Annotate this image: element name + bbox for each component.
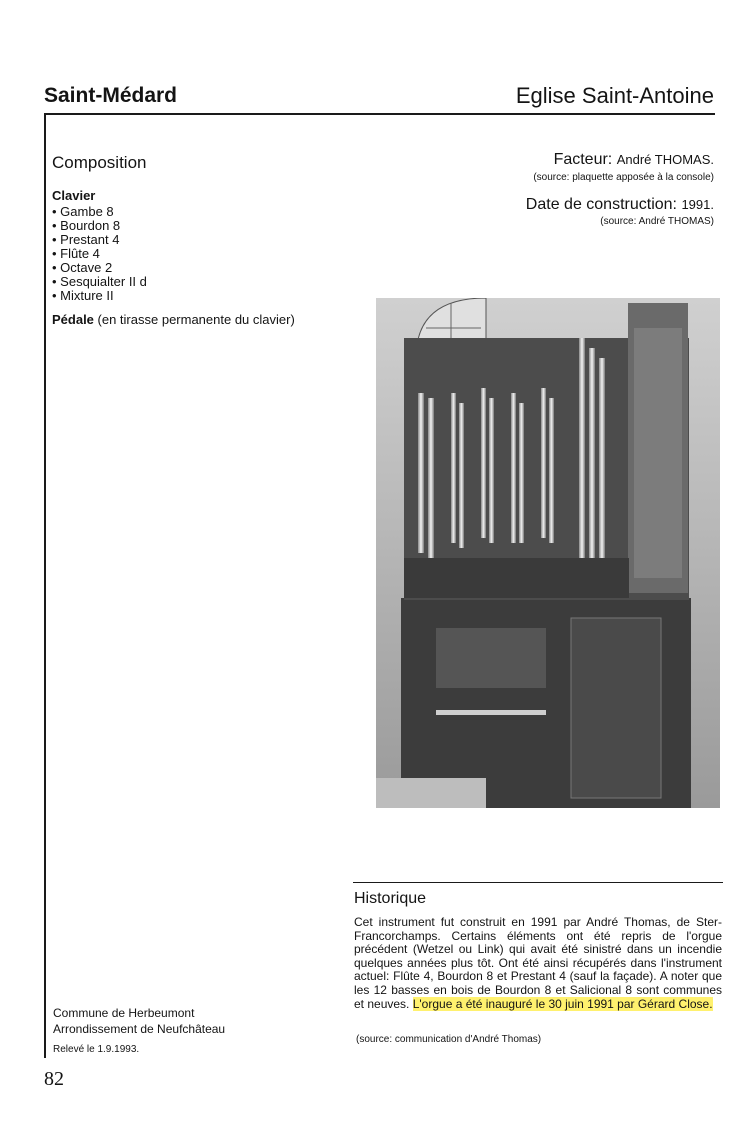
left-margin-rule bbox=[44, 115, 46, 1058]
commune-name: Commune de Herbeumont bbox=[53, 1006, 195, 1020]
stop-item: • Octave 2 bbox=[52, 261, 147, 275]
construction-source: (source: André THOMAS) bbox=[600, 216, 714, 227]
historique-body: Cet instrument fut construit en 1991 par André Thomas, de Ster-Francorchamps. Certains éléments ont été repris de l'orgue précédent (Wetzel ou Link) qui avait été sinistré dans un incendie quelques années plus tôt. Ont été ainsi récupérés dans l'instrument actuel: Flûte 4, Bourdon 8 et Prestant 4 (sauf la façade). A noter que les 12 basses en bois de Bourdon 8 et Salicional 8 sont communes et neuves. bbox=[354, 915, 722, 1011]
stop-item: • Mixture II bbox=[52, 289, 147, 303]
construction-line bbox=[526, 196, 714, 214]
historique-source: (source: communication d'André Thomas) bbox=[356, 1034, 542, 1045]
pedale-label: Pédale bbox=[52, 312, 94, 327]
facteur-source: (source: plaquette apposée à la console) bbox=[533, 172, 714, 183]
facteur-value: André THOMAS. bbox=[616, 152, 714, 167]
church-name: Eglise Saint-Antoine bbox=[515, 83, 714, 108]
composition-heading: Composition bbox=[52, 153, 147, 172]
place-name: Saint-Médard bbox=[44, 84, 178, 107]
historique-heading: Historique bbox=[354, 890, 427, 907]
pedale-line bbox=[52, 312, 295, 327]
arrondissement-name: Arrondissement de Neufchâteau bbox=[53, 1022, 226, 1036]
releve-date: Relevé le 1.9.1993. bbox=[53, 1044, 140, 1055]
stop-item: • Flûte 4 bbox=[52, 247, 147, 261]
historique-text bbox=[354, 916, 722, 1011]
construction-label: Date de construction: bbox=[525, 196, 677, 213]
construction-value: 1991. bbox=[681, 197, 714, 212]
facteur-line bbox=[554, 151, 714, 169]
page-number: 82 bbox=[44, 1068, 64, 1090]
historique-rule bbox=[353, 882, 723, 883]
stop-item: • Sesquialter II d bbox=[52, 275, 147, 289]
clavier-heading: Clavier bbox=[52, 188, 96, 203]
stop-item: • Prestant 4 bbox=[52, 233, 147, 247]
stop-item: • Bourdon 8 bbox=[52, 219, 147, 233]
organ-photo bbox=[376, 298, 720, 808]
header-rule bbox=[44, 113, 715, 115]
stop-list bbox=[52, 205, 147, 303]
highlighted-text: L'orgue a été inauguré le 30 juin 1991 par Gérard Close. bbox=[412, 996, 713, 1011]
facteur-label: Facteur: bbox=[553, 151, 613, 168]
pedale-note: (en tirasse permanente du clavier) bbox=[93, 312, 295, 327]
stop-item: • Gambe 8 bbox=[52, 205, 147, 219]
